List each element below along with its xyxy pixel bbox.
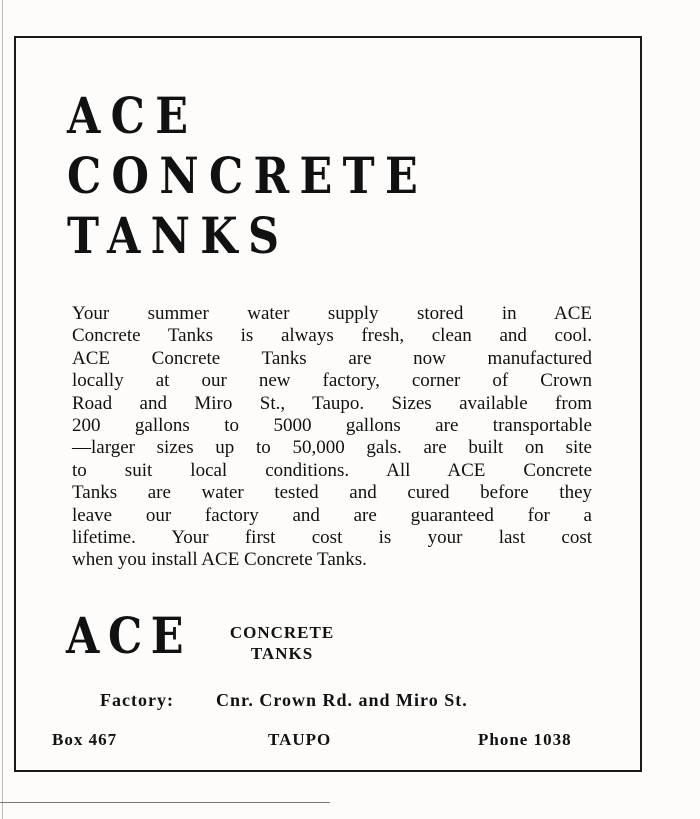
body-line: ACE Concrete Tanks are now manufactured — [72, 347, 592, 369]
phone-number: Phone 1038 — [478, 730, 572, 749]
body-line: leave our factory and are guaranteed for a — [72, 504, 592, 526]
factory-address: Cnr. Crown Rd. and Miro St. — [216, 690, 468, 710]
body-line: Tanks are water tested and cured before they — [72, 482, 592, 504]
body-line: Road and Miro St., Taupo. Sizes available from — [72, 392, 592, 414]
headline-line-1: ACE — [67, 86, 199, 145]
body-line: lifetime. Your first cost is your last cost — [72, 527, 592, 549]
town: TAUPO — [268, 730, 332, 749]
body-line-last: when you install ACE Concrete Tanks. — [72, 549, 367, 571]
body-line: —larger sizes up to 50,000 gals. are built on site — [72, 437, 592, 459]
po-box: Box 467 — [52, 730, 118, 749]
logo-subtitle — [212, 622, 352, 664]
body-line: Concrete Tanks is always fresh, clean and cool. — [72, 325, 592, 347]
logo-subtitle-line-2: TANKS — [250, 644, 314, 663]
logo-subtitle-line-1: CONCRETE — [229, 623, 335, 642]
body-copy — [72, 303, 592, 572]
body-line: locally at our new factory, corner of Crown — [72, 370, 592, 392]
headline-line-3: TANKS — [67, 206, 290, 265]
headline-line-2: CONCRETE — [67, 146, 429, 205]
body-line: Your summer water supply stored in ACE — [72, 303, 592, 324]
page-edge-line — [2, 0, 3, 819]
logo-name: ACE — [66, 606, 193, 665]
body-line: 200 gallons to 5000 gallons are transportable — [72, 415, 592, 437]
page-divider — [0, 802, 330, 803]
factory-label: Factory: — [100, 690, 174, 710]
headline — [67, 86, 428, 266]
body-line: to suit local conditions. All ACE Concrete — [72, 459, 592, 481]
